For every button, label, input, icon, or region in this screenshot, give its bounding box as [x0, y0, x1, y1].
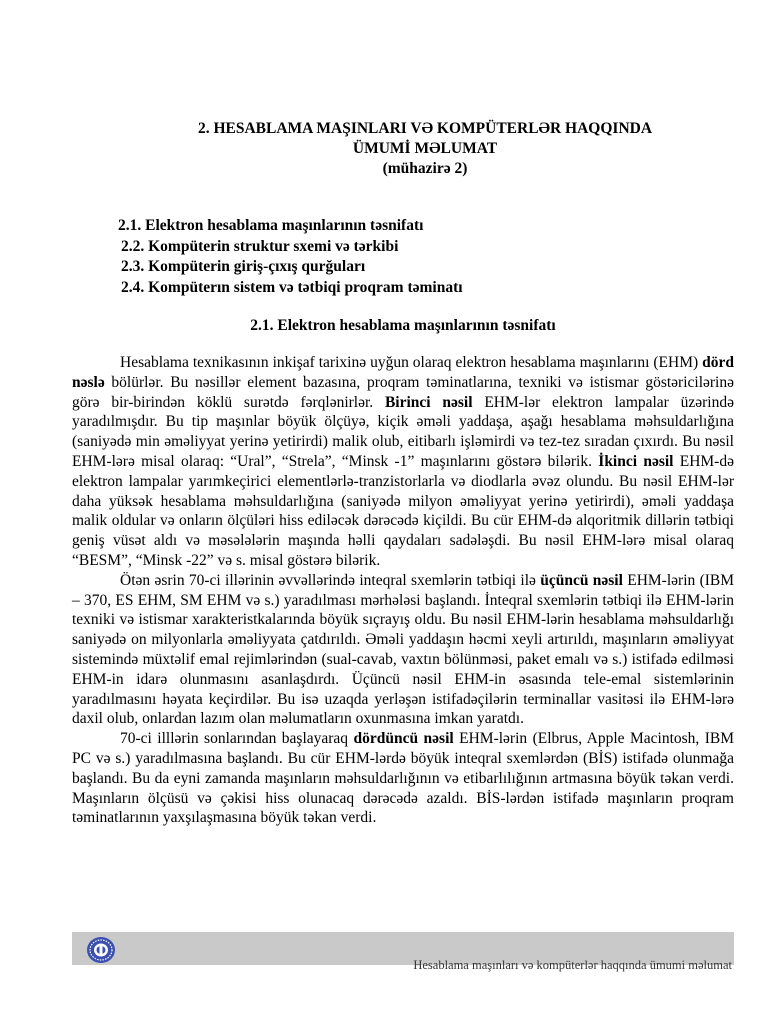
paragraph: [72, 353, 734, 571]
paragraph: [72, 729, 734, 828]
bold-term: Birinci nəsil: [384, 393, 473, 411]
body-text: [72, 353, 734, 828]
bold-term: üçüncü nəsil: [540, 571, 623, 589]
text-run: 70-ci illlərin sonlarından başlayaraq: [120, 730, 354, 748]
paragraph: [72, 571, 734, 729]
bold-term: dörd nəslə: [72, 354, 734, 391]
toc-item: 2.4. Kompüterın sistem və tətbiqi proqram təminatı: [121, 278, 463, 296]
toc-item: 2.2. Kompüterin struktur sxemi və tərkibi: [121, 237, 399, 255]
title-line-3: (mühazirə 2): [382, 160, 468, 177]
text-run: Hesablama texnikasının inkişaf tarixinə uyğun olaraq elektron hesablama maşınlarını (EHM): [120, 354, 703, 371]
bold-term: dördüncü nəsil: [353, 730, 454, 748]
page-title: [80, 119, 768, 179]
table-of-contents: [118, 216, 463, 298]
toc-item: 2.1. Elektron hesablama maşınlarının təsnifatı: [118, 217, 424, 234]
university-seal-icon: [86, 936, 116, 964]
text-run: bölürlər. Bu nəsillər element bazasına, proqram təminatlarına, texniki və istismar göstəricilərinə görə bir-birindən köklü surətdə fərqlənirlər.: [72, 373, 734, 411]
footer-text: Hesablama maşınları və kompüterlər haqqında ümumi məlumat: [413, 958, 732, 972]
text-run: EHM-lərin (IBM – 370, ES EHM, SM EHM və s.) yaradılması mərhələsi başlandı. İnteqral sxemlərin tətbiqi ilə EHM-lərin texniki və istismar xarakteristkalarında böyük sıçrayış oldu. Bu nəsil EHM-lərin hesablama məhsuldarlığı saniyədə on milyonlarla əməliyyata çatdırıldı. Əməli yaddaşın həcmi xeyli artırıldı, maşınların əməliyyat sistemində müxtəlif emal rejimlərindən (sual-cavab, vaxtın bölünməsi, paket emalı və s.) istifadə edilməsi EHM-in idarə olunmasını asanlaşdırdı. Üçüncü nəsil EHM-in əsasında tele-emal sistemlərinin yaradılmasını həyata keçirdilər. Bu isə uzaqda yerləşən istifadəçilərin terminallar vasitəsi ilə EHM-lərə daxil olub, onlardan lazım olan məlumatların oxunmasına imkan yaratdı.: [72, 571, 735, 728]
text-run: EHM-də elektron lampalar yarımkeçirici elementlərlə-tranzistorlarla və diodlarla əvəz olundu. Bu nəsil EHM-lər daha yüksək hesablama məhsuldarlığına (saniyədə milyon əməliyyat yerinə yetirirdi), əməli yaddaşa malik oldular və onların ölçüləri hiss ediləcək dərəcədə kiçildi. Bu cür EHM-də alqoritmik dillərin tətbiqi geniş vüsət aldı və məsələlərin maşında həlli qaydaları sadələşdi. Bu nəsil EHM-lərə misal olaraq “BESM”, “Minsk -22” və s. misal göstərə bilərik.: [72, 452, 734, 569]
title-line-2: ÜMUMİ MƏLUMAT: [352, 140, 498, 157]
toc-item: 2.3. Kompüterin giriş-çıxış qurğuları: [121, 258, 366, 275]
bold-term: İkinci nəsil: [598, 452, 674, 470]
title-line-1: 2. HESABLAMA MAŞINLARI VƏ KOMPÜTERLƏR HAQQINDA: [197, 120, 653, 137]
text-run: Ötən əsrin 70-ci illərinin əvvəllərində inteqral sxemlərin tətbiqi ilə: [120, 571, 541, 589]
text-run: EHM-lər elektron lampalar üzərində yaradılmışdır. Bu tip maşınlar böyük ölçüyə, kiçik əməli yaddaşa, aşağı hesablama məhsuldarlığına (saniyədə min əməliyyat yerinə yetirirdi) malik olub, eitibarlı işləmirdi və tez-tez sıradan çıxırdı. Bu nəsil EHM-lərə misal olaraq: “Ural”, “Strela”, “Minsk -1” maşınlarını göstərə bilərik.: [72, 393, 734, 470]
section-heading: 2.1. Elektron hesablama maşınlarının təsnifatı: [250, 317, 556, 334]
text-run: EHM-lərin (Elbrus, Apple Macintosh, IBM PC və s.) yaradılmasına başlandı. Bu cür EHM-lərdə böyük inteqral sxemlərdən (BİS) istifadə olunmağa başlandı. Bu da eyni zamanda maşınların məhsuldarlığının və etibarlılığının artmasına böyük təkan verdi. Maşınların ölçüsü və çəkisi hiss olunacaq dərəcədə azaldı. BİS-lərdən istifadə maşınların proqram təminatlarının yaxşılaşmasına böyük təkan verdi.: [72, 730, 734, 827]
